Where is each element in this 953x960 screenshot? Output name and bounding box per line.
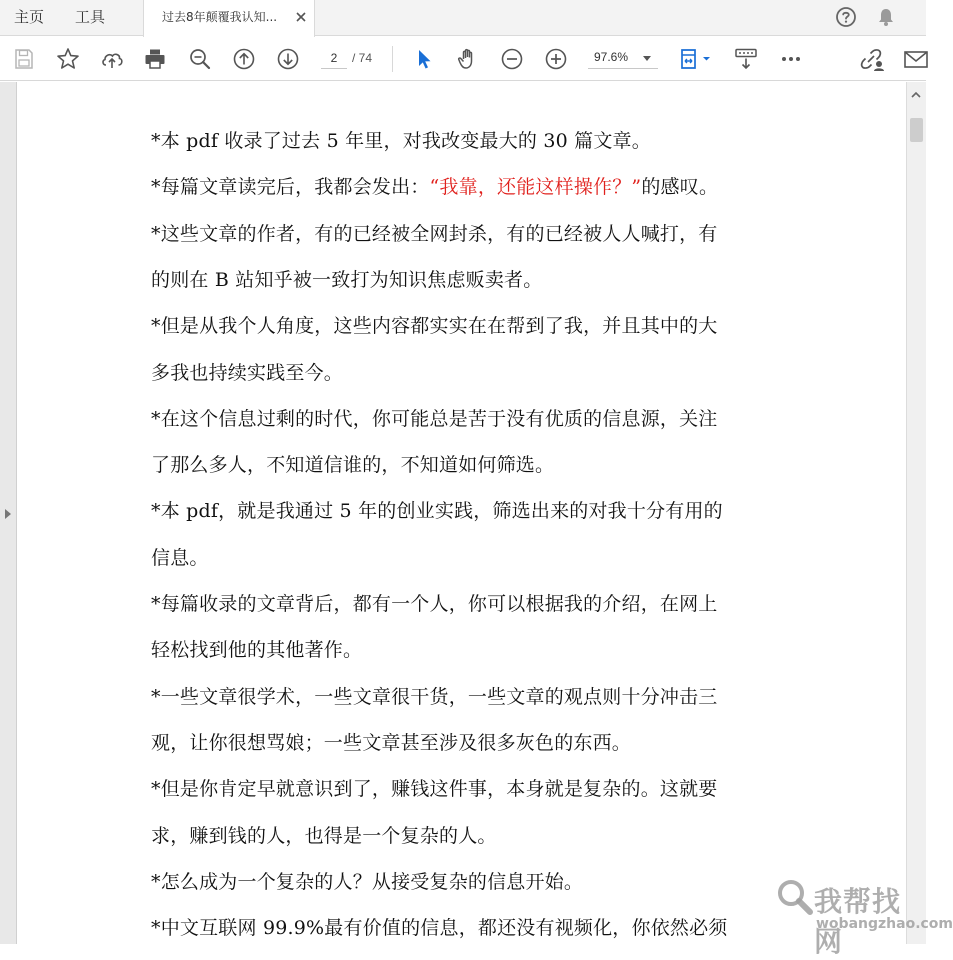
- cloud-upload-icon: [99, 46, 125, 72]
- document-text-line: [151, 172, 718, 199]
- document-text-line: [151, 311, 718, 338]
- select-tool-button[interactable]: [411, 46, 437, 72]
- zoom-in-button[interactable]: [543, 46, 569, 72]
- arrow-up-circle-icon: [231, 46, 257, 72]
- hand-tool-button[interactable]: [455, 46, 481, 72]
- magnifier-zoom-out-icon: [187, 46, 213, 72]
- notification-bell-icon[interactable]: [875, 6, 897, 28]
- vertical-scrollbar[interactable]: [906, 82, 926, 944]
- zoom-level-dropdown[interactable]: [588, 47, 658, 69]
- document-text-line: [151, 774, 718, 801]
- nav-tools[interactable]: 工具: [75, 8, 106, 26]
- text-segment: *但是从我个人角度，这些内容都实实在在帮到了我，并且其中的大: [151, 315, 718, 338]
- document-text-line: [151, 496, 723, 523]
- text-segment: 轻松找到他的其他著作。: [151, 639, 363, 662]
- fit-width-icon: [678, 46, 714, 72]
- more-dots-icon: [778, 46, 804, 72]
- email-button[interactable]: [903, 46, 926, 72]
- text-segment: 信息。: [151, 546, 209, 569]
- highlighted-quote: “我靠，还能这样操作？”: [429, 176, 642, 199]
- text-segment: *本 pdf，就是我通过 5 年的创业实践，筛选出来的对我十分有用的: [151, 500, 723, 523]
- more-options-button[interactable]: [778, 46, 804, 72]
- text-segment: *这些文章的作者，有的已经被全网封杀，有的已经被人人喊打，有: [151, 222, 718, 245]
- text-segment: *每篇收录的文章背后，都有一个人，你可以根据我的介绍，在网上: [151, 593, 718, 615]
- toolbar: [0, 37, 926, 81]
- zoom-search-button[interactable]: [187, 46, 213, 72]
- close-tab-icon[interactable]: [294, 10, 308, 24]
- save-button[interactable]: [11, 46, 37, 72]
- document-text-line: [151, 821, 497, 848]
- text-segment: 的则在 B 站知乎被一致打为知识焦虑贩卖者。: [151, 268, 543, 291]
- document-text-line: [151, 728, 631, 755]
- document-text-line: [151, 265, 542, 292]
- next-page-button[interactable]: [275, 46, 301, 72]
- document-text-line: [151, 589, 718, 616]
- minus-circle-icon: [499, 46, 525, 72]
- text-segment: 观，让你很想骂娘；一些文章甚至涉及很多灰色的东西。: [151, 731, 632, 754]
- upload-cloud-button[interactable]: [99, 46, 125, 72]
- text-segment: 多我也持续实践至今。: [151, 361, 344, 384]
- zoom-level-value: 97.6%: [594, 50, 629, 64]
- text-segment: *在这个信息过剩的时代，你可能总是苦于没有优质的信息源，关注: [151, 407, 718, 430]
- text-segment: 求，赚到钱的人，也得是一个复杂的人。: [151, 824, 497, 847]
- printer-icon: [142, 46, 168, 72]
- page-total: / 74: [352, 51, 373, 65]
- scroll-up-arrow-icon[interactable]: [911, 90, 921, 100]
- text-segment: *怎么成为一个复杂的人？从接受复杂的信息开始。: [151, 870, 584, 893]
- mail-envelope-icon: [903, 46, 929, 72]
- document-text-line: [151, 867, 583, 894]
- hand-icon: [455, 46, 481, 72]
- document-text-line: [151, 404, 718, 431]
- previous-page-button[interactable]: [231, 46, 257, 72]
- document-text-line: [151, 450, 554, 477]
- watermark-title: 我帮找网: [814, 885, 902, 958]
- chevron-down-icon: [643, 56, 651, 61]
- document-tab-title: 过去8年颠覆我认知...: [162, 10, 278, 24]
- share-link-button[interactable]: [858, 46, 884, 72]
- cursor-arrow-icon: [411, 46, 437, 72]
- page-number-input[interactable]: [321, 47, 347, 69]
- document-text-line: [151, 913, 728, 940]
- arrow-down-circle-icon: [275, 46, 301, 72]
- document-text-line: [151, 635, 362, 662]
- scrollbar-thumb[interactable]: [910, 118, 923, 142]
- scroll-mode-button[interactable]: [733, 46, 759, 72]
- navigation-pane-toggle[interactable]: [0, 82, 17, 944]
- help-icon[interactable]: [835, 6, 857, 28]
- document-text-line: [151, 126, 651, 153]
- zoom-out-button[interactable]: [499, 46, 525, 72]
- document-text-line: [151, 543, 209, 570]
- text-segment: 了那么多人，不知道信谁的，不知道如何筛选。: [151, 454, 555, 477]
- text-segment: 的感叹。: [641, 176, 719, 199]
- fit-page-button[interactable]: [678, 46, 714, 72]
- bookmark-star-button[interactable]: [55, 46, 81, 72]
- text-segment: *每篇文章读完后，我都会发出：: [151, 176, 430, 199]
- star-icon: [55, 46, 81, 72]
- toolbar-divider: [392, 46, 393, 72]
- print-button[interactable]: [142, 46, 168, 72]
- nav-home[interactable]: 主页: [14, 8, 45, 26]
- text-segment: *一些文章很学术，一些文章很干货，一些文章的观点则十分冲击三: [151, 685, 718, 708]
- text-segment: *中文互联网 99.9%最有价值的信息，都还没有视频化，你依然必须: [151, 917, 728, 940]
- link-person-icon: [858, 46, 884, 72]
- tab-bar: [0, 0, 926, 36]
- text-segment: *本 pdf 收录了过去 5 年里，对我改变最大的 30 篇文章。: [151, 130, 651, 152]
- plus-circle-icon: [543, 46, 569, 72]
- document-tab[interactable]: [143, 0, 315, 37]
- pdf-page: [18, 82, 906, 944]
- document-text-line: [151, 219, 718, 246]
- document-text-line: [151, 682, 718, 709]
- text-segment: *但是你肯定早就意识到了，赚钱这件事，本身就是复杂的。这就要: [151, 778, 718, 801]
- save-icon: [11, 46, 37, 72]
- document-text-line: [151, 358, 343, 385]
- keyboard-scroll-icon: [733, 46, 759, 72]
- expand-panel-arrow-icon[interactable]: [5, 509, 11, 519]
- watermark-url: wobangzhao.com: [816, 916, 953, 932]
